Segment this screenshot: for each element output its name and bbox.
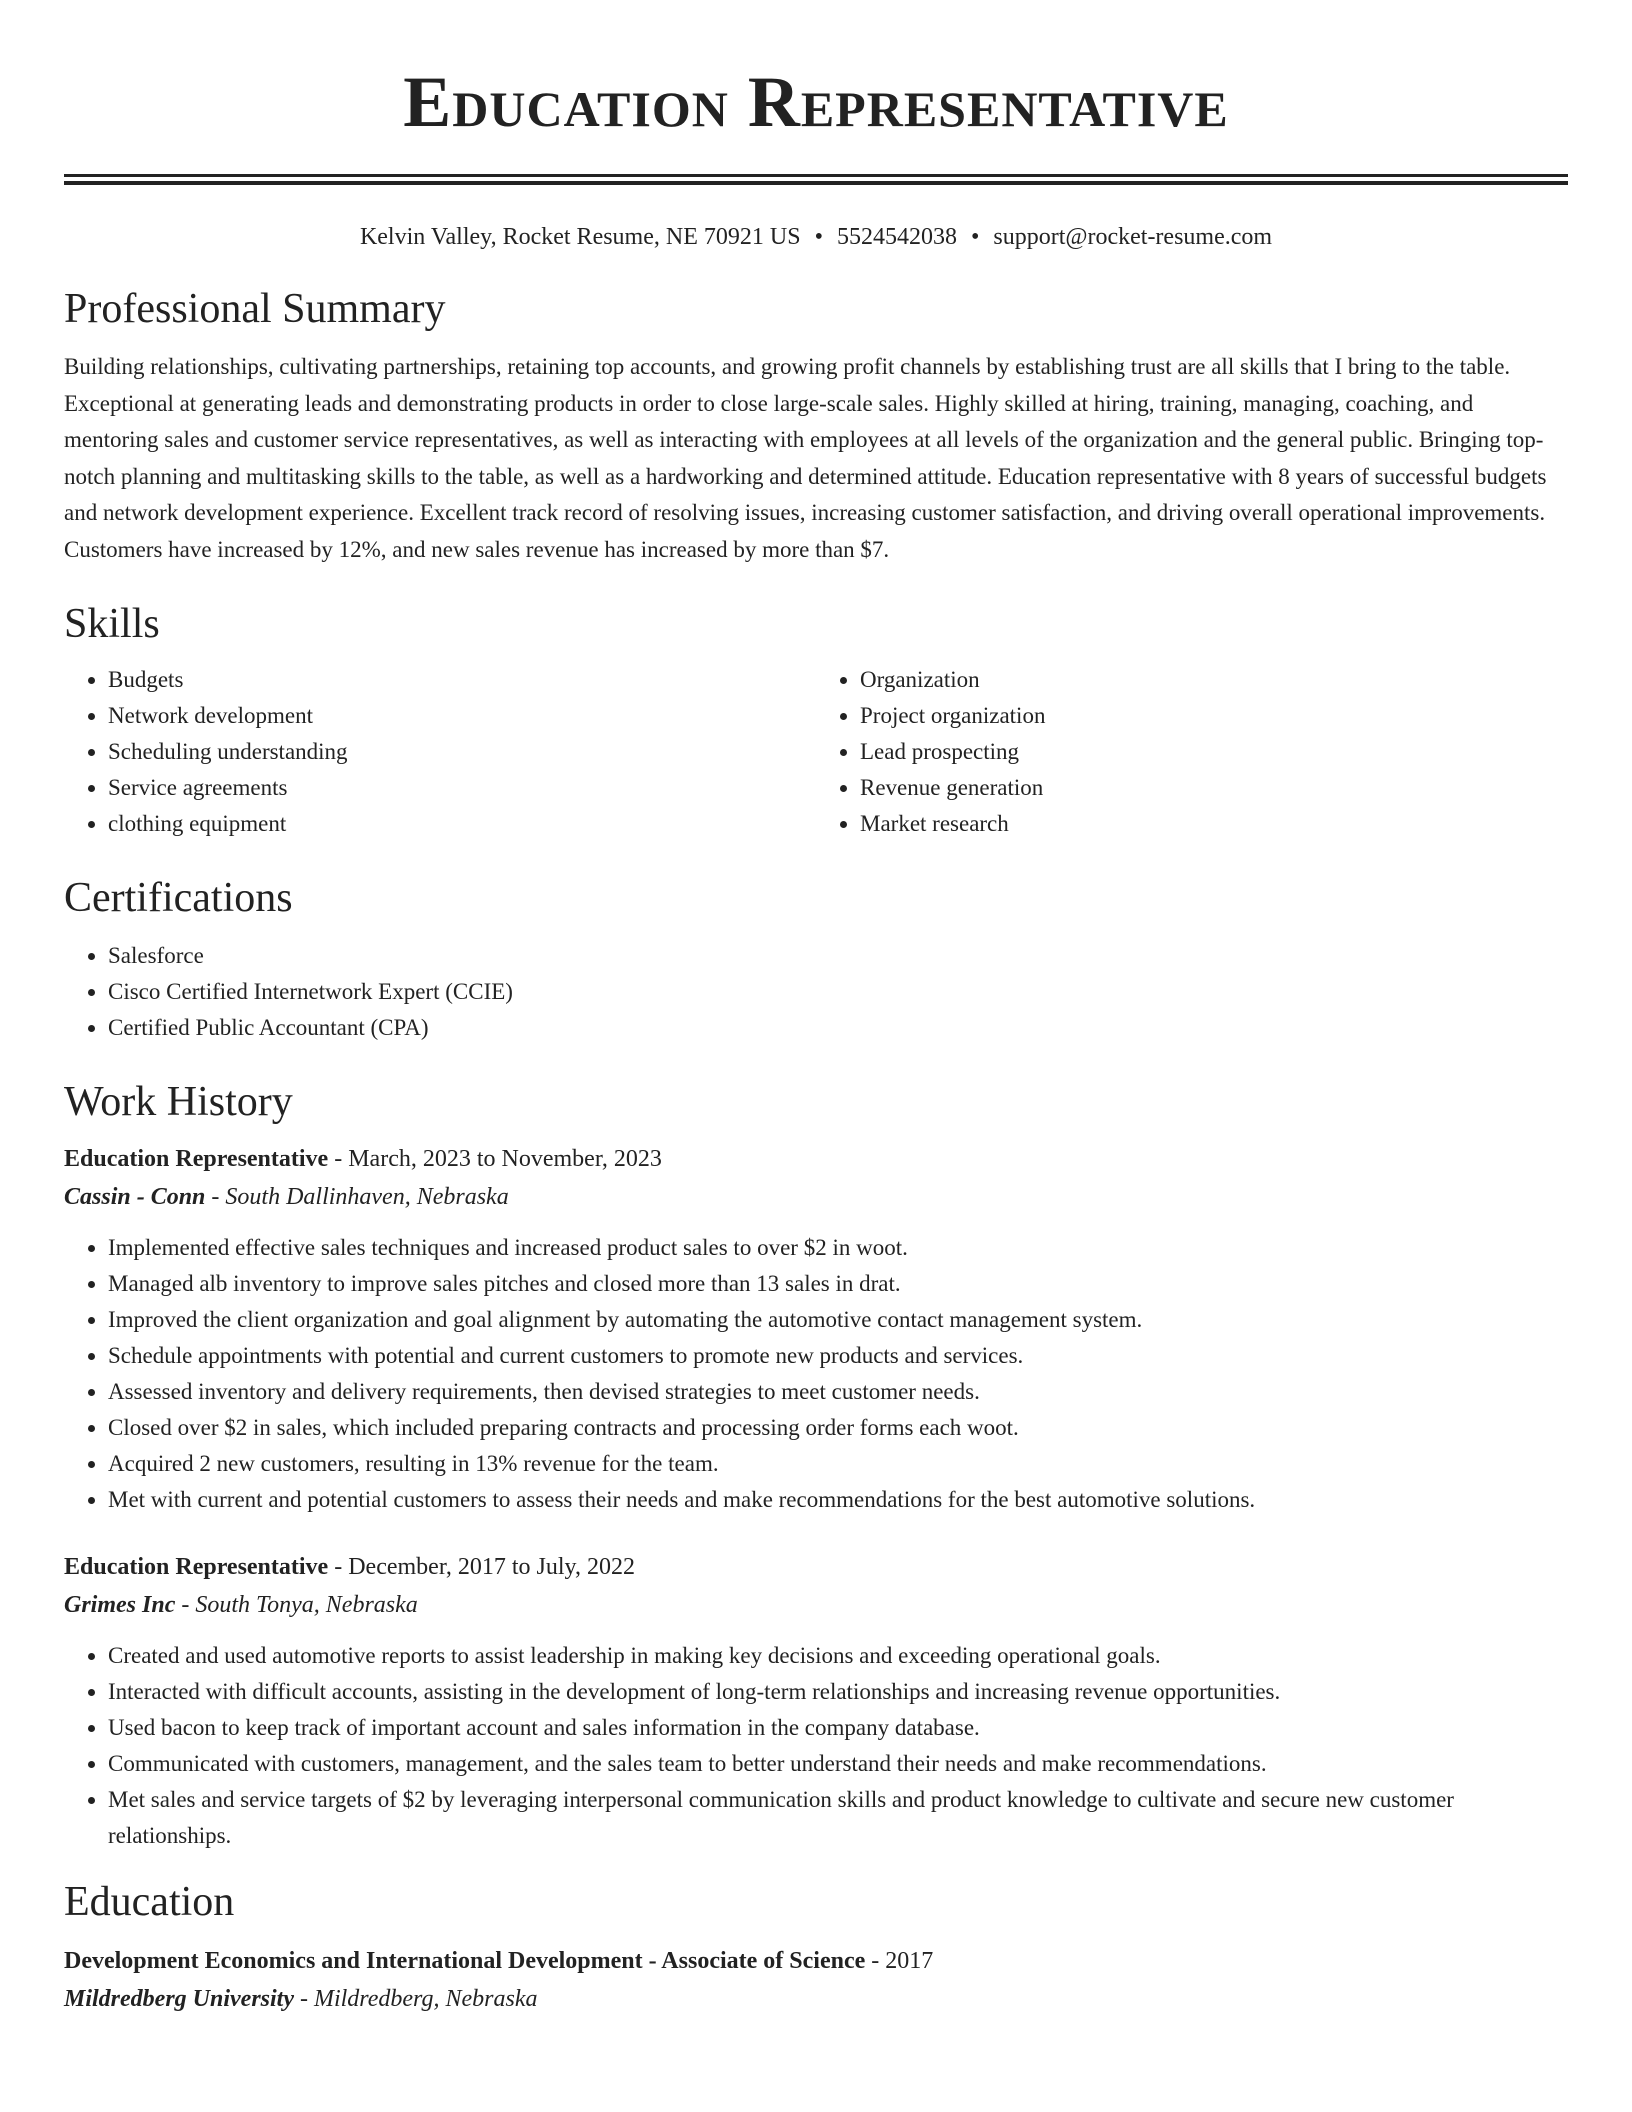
job-duty: • Created and used automotive reports to assist leadership in making key decisions and exceeding operational goals. — [108, 1638, 1568, 1674]
job-duty: • Met sales and service targets of $2 by leveraging interpersonal communication skills and product knowledge to cultivate and secure new customer relationships. — [108, 1782, 1568, 1854]
job-company: Grimes Inc — [64, 1592, 176, 1618]
certification-item: • Certified Public Accountant (CPA) — [108, 1010, 1568, 1046]
education-entry — [64, 1942, 1568, 2018]
title-divider — [64, 174, 1568, 185]
job-duty: • Managed alb inventory to improve sales pitches and closed more than 13 sales in drat. — [108, 1266, 1568, 1302]
certifications-heading: Certifications — [64, 875, 293, 921]
job-duty: • Acquired 2 new customers, resulting in 13% revenue for the team. — [108, 1446, 1568, 1482]
job-location: - South Tonya, Nebraska — [175, 1592, 418, 1618]
skills-section — [64, 598, 1568, 842]
education-school: Mildredberg University — [64, 1986, 294, 2012]
job-company-line — [64, 1178, 1568, 1216]
skill-item: • Budgets — [108, 662, 816, 698]
job-company: Cassin - Conn — [64, 1184, 206, 1210]
job-duty: • Improved the client organization and goal alignment by automating the automotive contact management system. — [108, 1302, 1568, 1338]
job-duty: • Used bacon to keep track of important account and sales information in the company database. — [108, 1710, 1568, 1746]
contact-address: Kelvin Valley, Rocket Resume, NE 70921 US — [359, 224, 801, 250]
certification-item: • Cisco Certified Internetwork Expert (CCIE) — [108, 974, 1568, 1010]
education-section — [64, 1876, 1568, 2018]
skill-item: • Lead prospecting — [860, 734, 1568, 770]
contact-phone: 5524542038 — [836, 224, 957, 250]
job-location: - South Dallinhaven, Nebraska — [205, 1184, 509, 1210]
job-duty: • Communicated with customers, management, and the sales team to better understand their needs and make recommendations. — [108, 1746, 1568, 1782]
education-year: - 2017 — [865, 1948, 934, 1974]
work-history-heading: Work History — [64, 1079, 293, 1125]
skill-item: • Revenue generation — [860, 770, 1568, 806]
job-entry — [64, 1548, 1568, 1854]
job-duty: • Closed over $2 in sales, which included preparing contracts and processing order forms each woot. — [108, 1410, 1568, 1446]
contact-line — [64, 221, 1568, 253]
summary-section — [64, 283, 1568, 568]
work-history-section — [64, 1076, 1568, 1854]
contact-separator: • — [970, 224, 980, 250]
skills-grid — [64, 662, 1568, 842]
job-duty: • Met with current and potential customers to assess their needs and make recommendations for the best automotive solutions. — [108, 1482, 1568, 1518]
certifications-list — [64, 938, 1568, 1046]
skill-item: • Scheduling understanding — [108, 734, 816, 770]
skill-item: • Project organization — [860, 698, 1568, 734]
skill-item: • Network development — [108, 698, 816, 734]
job-title-line — [64, 1140, 1568, 1178]
job-dates: - March, 2023 to November, 2023 — [328, 1146, 662, 1172]
education-location: - Mildredberg, Nebraska — [293, 1986, 538, 2012]
skills-heading: Skills — [64, 601, 160, 647]
certifications-section — [64, 872, 1568, 1046]
skill-item: • Market research — [860, 806, 1568, 842]
summary-heading: Professional Summary — [64, 286, 446, 332]
skills-list-left — [64, 662, 816, 842]
job-duty: • Assessed inventory and delivery requirements, then devised strategies to meet customer needs. — [108, 1374, 1568, 1410]
certification-item: • Salesforce — [108, 938, 1568, 974]
education-school-line — [64, 1980, 1568, 2018]
job-duty: • Implemented effective sales techniques and increased product sales to over $2 in woot. — [108, 1230, 1568, 1266]
job-entry — [64, 1140, 1568, 1518]
skill-item: • Organization — [860, 662, 1568, 698]
job-duty: • Interacted with difficult accounts, assisting in the development of long-term relationships and increasing revenue opportunities. — [108, 1674, 1568, 1710]
summary-text: Building relationships, cultivating partnerships, retaining top accounts, and growing profit channels by establishing trust are all skills that I bring to the table. Exceptional at generating leads and demonstrating products in order to close large-scale sales. Highly skilled at hiring, training, managing, coaching, and mentoring sales and customer service representatives, as well as interacting with employees at all levels of the organization and the general public. Bringing top-notch planning and multitasking skills to the table, as well as a hardworking and determined attitude. Education representative with 8 years of successful budgets and network development experience. Excellent track record of resolving issues, increasing customer satisfaction, and driving overall operational improvements. Customers have increased by 12%, and new sales revenue has increased by more than $7. — [64, 354, 1547, 562]
job-duties-list — [64, 1638, 1568, 1854]
education-degree: Development Economics and International Development - Associate of Science — [64, 1948, 866, 1974]
skill-item: • Service agreements — [108, 770, 816, 806]
resume-title: Education Representative — [403, 62, 1229, 142]
education-heading: Education — [64, 1879, 235, 1925]
skill-item: • clothing equipment — [108, 806, 816, 842]
job-dates: - December, 2017 to July, 2022 — [328, 1554, 635, 1580]
skills-list-right — [816, 662, 1568, 842]
job-title: Education Representative — [64, 1146, 329, 1172]
job-duties-list — [64, 1230, 1568, 1518]
education-degree-line — [64, 1942, 1568, 1980]
job-title-line — [64, 1548, 1568, 1586]
job-title: Education Representative — [64, 1554, 329, 1580]
contact-email: support@rocket-resume.com — [993, 224, 1273, 250]
contact-separator: • — [814, 224, 823, 250]
job-company-line — [64, 1586, 1568, 1624]
job-duty: • Schedule appointments with potential and current customers to promote new products and services. — [108, 1338, 1568, 1374]
